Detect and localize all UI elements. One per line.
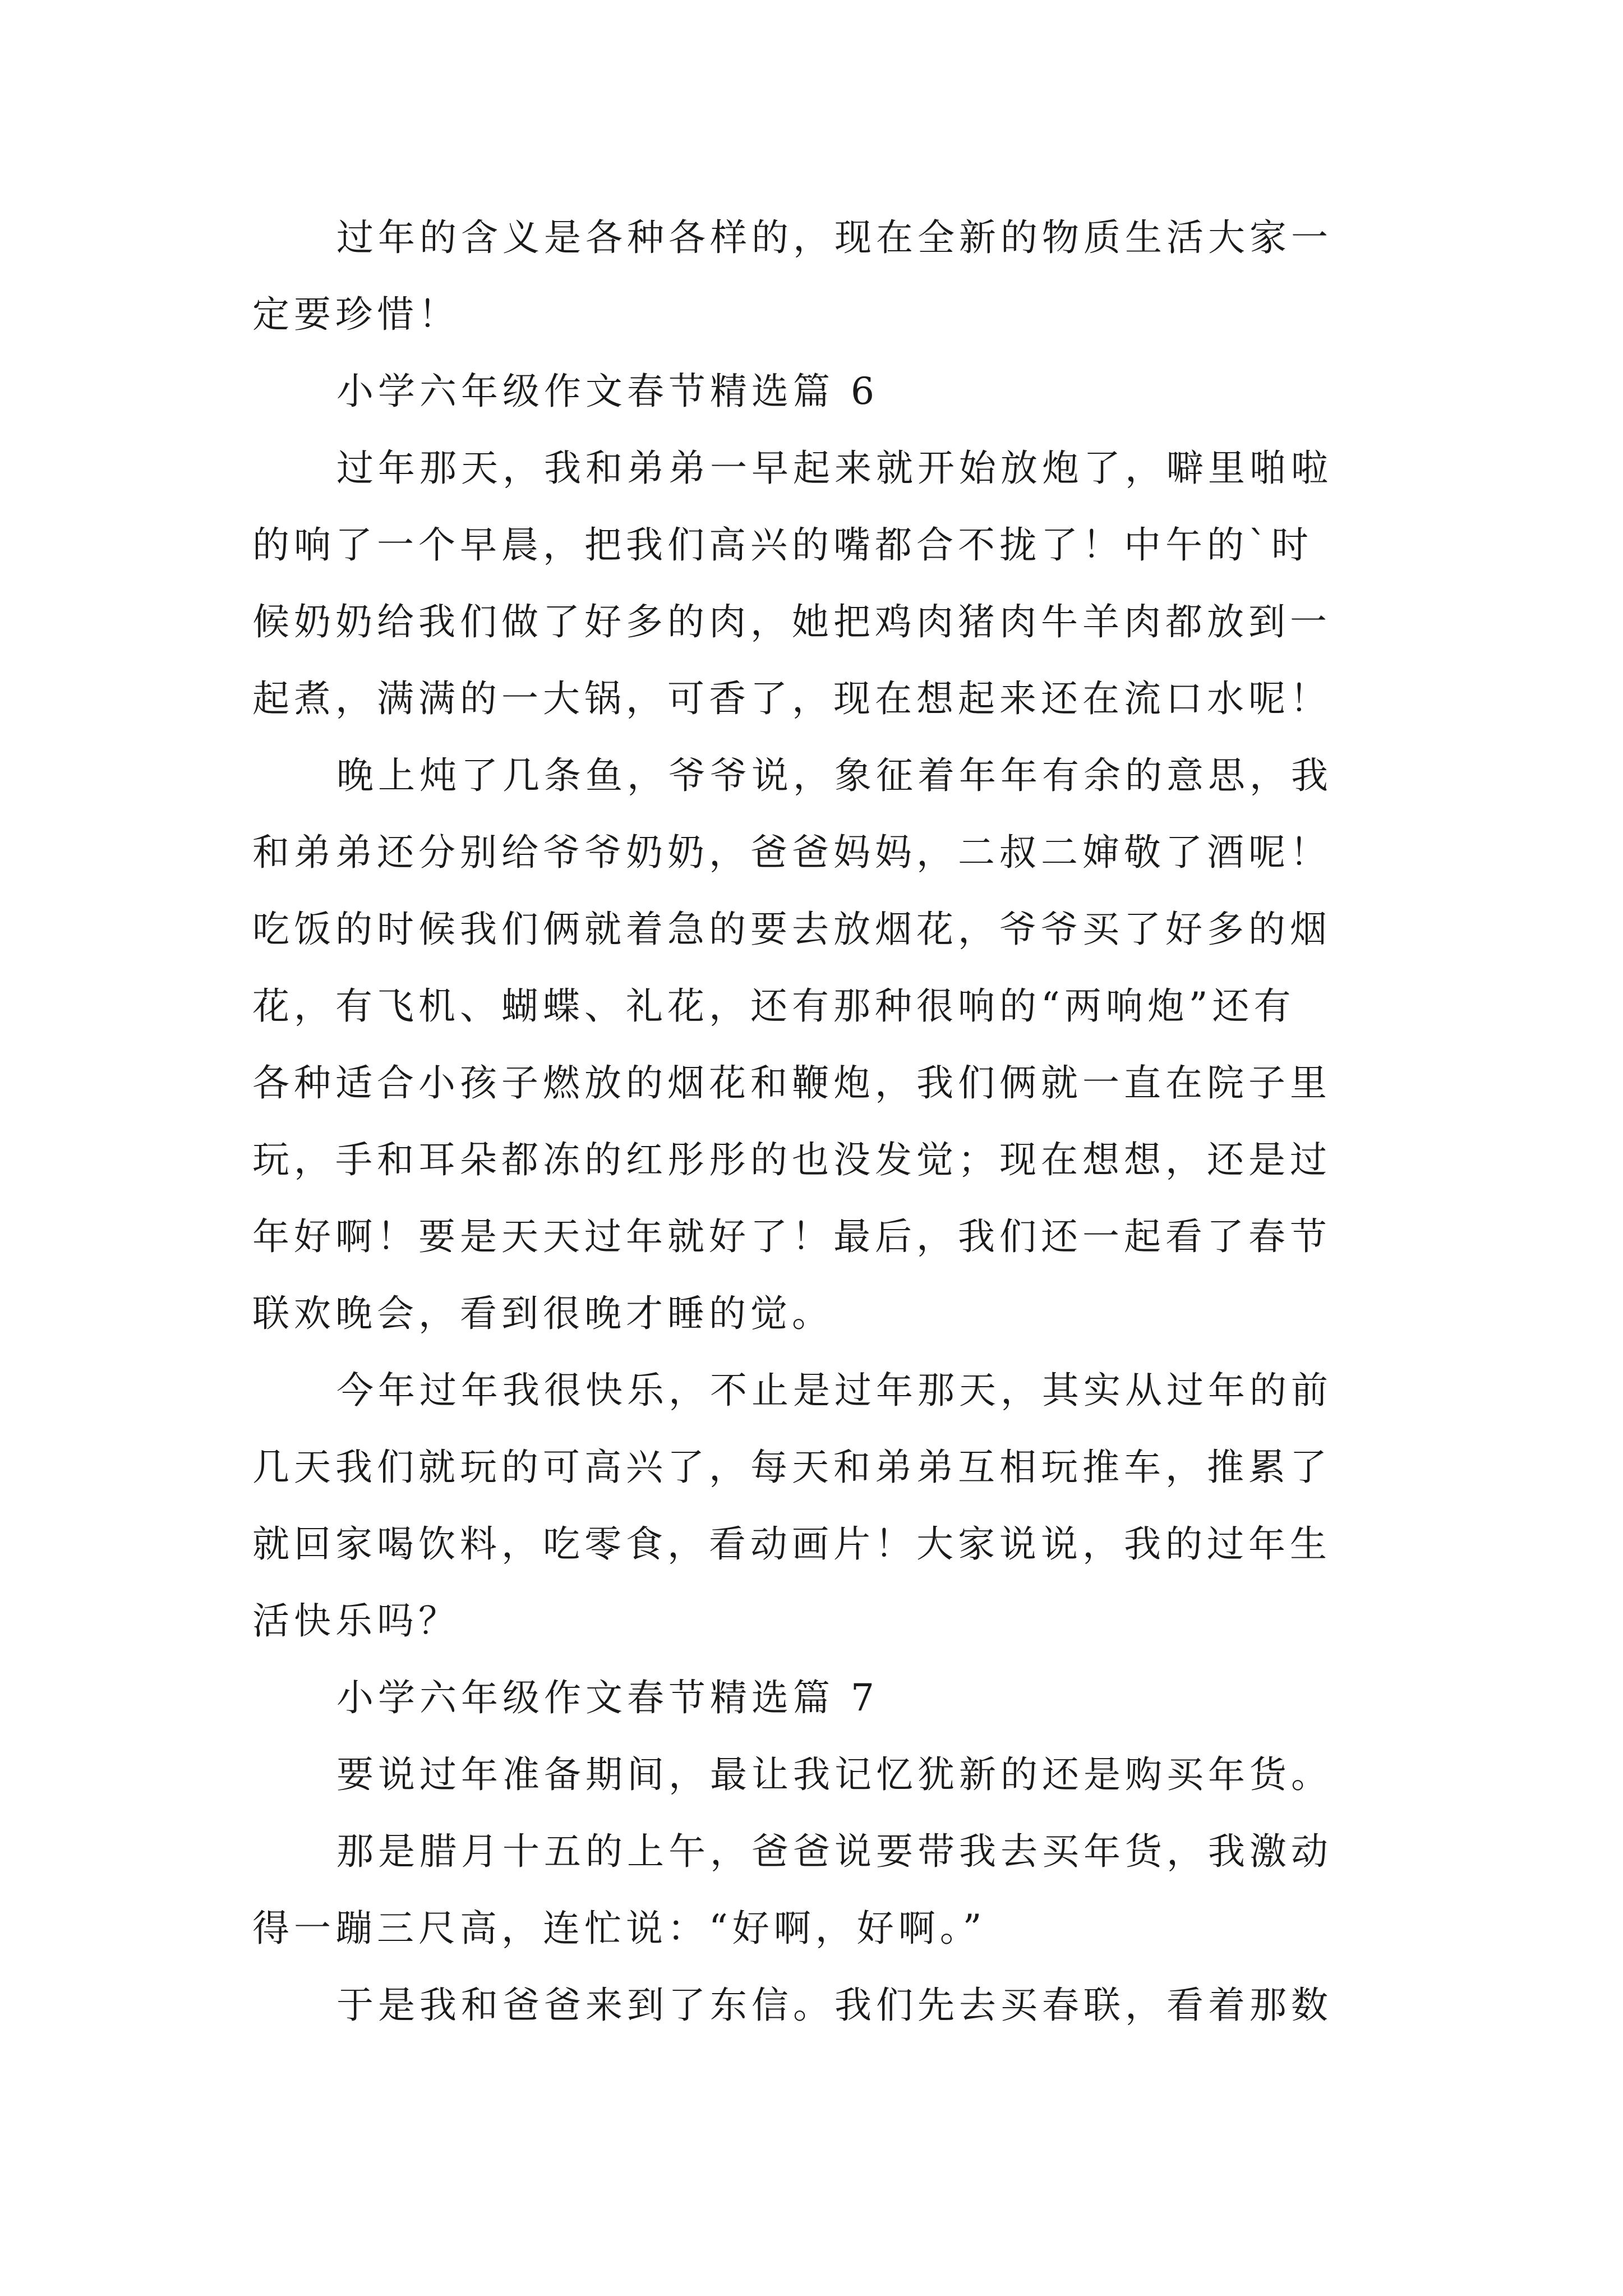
text-line: 起煮，满满的一大锅，可香了，现在想起来还在流口水呢！ [252,677,1331,720]
text-line: 于是我和爸爸来到了东信。我们先去买春联，看着那数 [336,1984,1332,2027]
text-line: 和弟弟还分别给爷爷奶奶，爸爸妈妈，二叔二婶敬了酒呢！ [252,831,1331,874]
text-line: 年好啊！要是天天过年就好了！最后，我们还一起看了春节 [252,1215,1331,1258]
text-line: 玩，手和耳朵都冻的红彤彤的也没发觉；现在想想，还是过 [252,1138,1331,1181]
text-line: 几天我们就玩的可高兴了，每天和弟弟互相玩推车，推累了 [252,1446,1331,1489]
text-line: 定要珍惜！ [252,293,460,336]
text-line: 联欢晚会，看到很晚才睡的觉。 [252,1292,833,1335]
text-line: 各种适合小孩子燃放的烟花和鞭炮，我们俩就一直在院子里 [252,1061,1331,1105]
text-line: 晚上炖了几条鱼，爷爷说，象征着年年有余的意思，我 [336,754,1332,797]
text-line: 花，有飞机、蝴蝶、礼花，还有那种很响的“两响炮”还有 [252,984,1295,1028]
text-line: 过年那天，我和弟弟一早起来就开始放炮了，噼里啪啦 [336,447,1332,490]
text-line: 要说过年准备期间，最让我记忆犹新的还是购买年货。 [336,1753,1332,1796]
section-heading: 小学六年级作文春节精选篇 6 [336,370,879,413]
text-line: 的响了一个早晨，把我们高兴的嘴都合不拢了！中午的`时 [252,523,1313,567]
document-page [252,199,1396,2044]
section-heading: 小学六年级作文春节精选篇 7 [336,1676,879,1719]
text-line: 那是腊月十五的上午，爸爸说要带我去买年货，我激动 [336,1830,1332,1873]
text-line: 候奶奶给我们做了好多的肉，她把鸡肉猪肉牛羊肉都放到一 [252,600,1331,643]
text-line: 吃饭的时候我们俩就着急的要去放烟花，爷爷买了好多的烟 [252,908,1331,951]
text-line: 得一蹦三尺高，连忙说：“好啊，好啊。” [252,1907,986,1950]
text-line: 过年的含义是各种各样的，现在全新的物质生活大家一 [336,216,1332,259]
text-line: 活快乐吗？ [252,1599,460,1642]
text-line: 就回家喝饮料，吃零食，看动画片！大家说说，我的过年生 [252,1522,1331,1566]
text-line: 今年过年我很快乐，不止是过年那天，其实从过年的前 [336,1369,1332,1412]
